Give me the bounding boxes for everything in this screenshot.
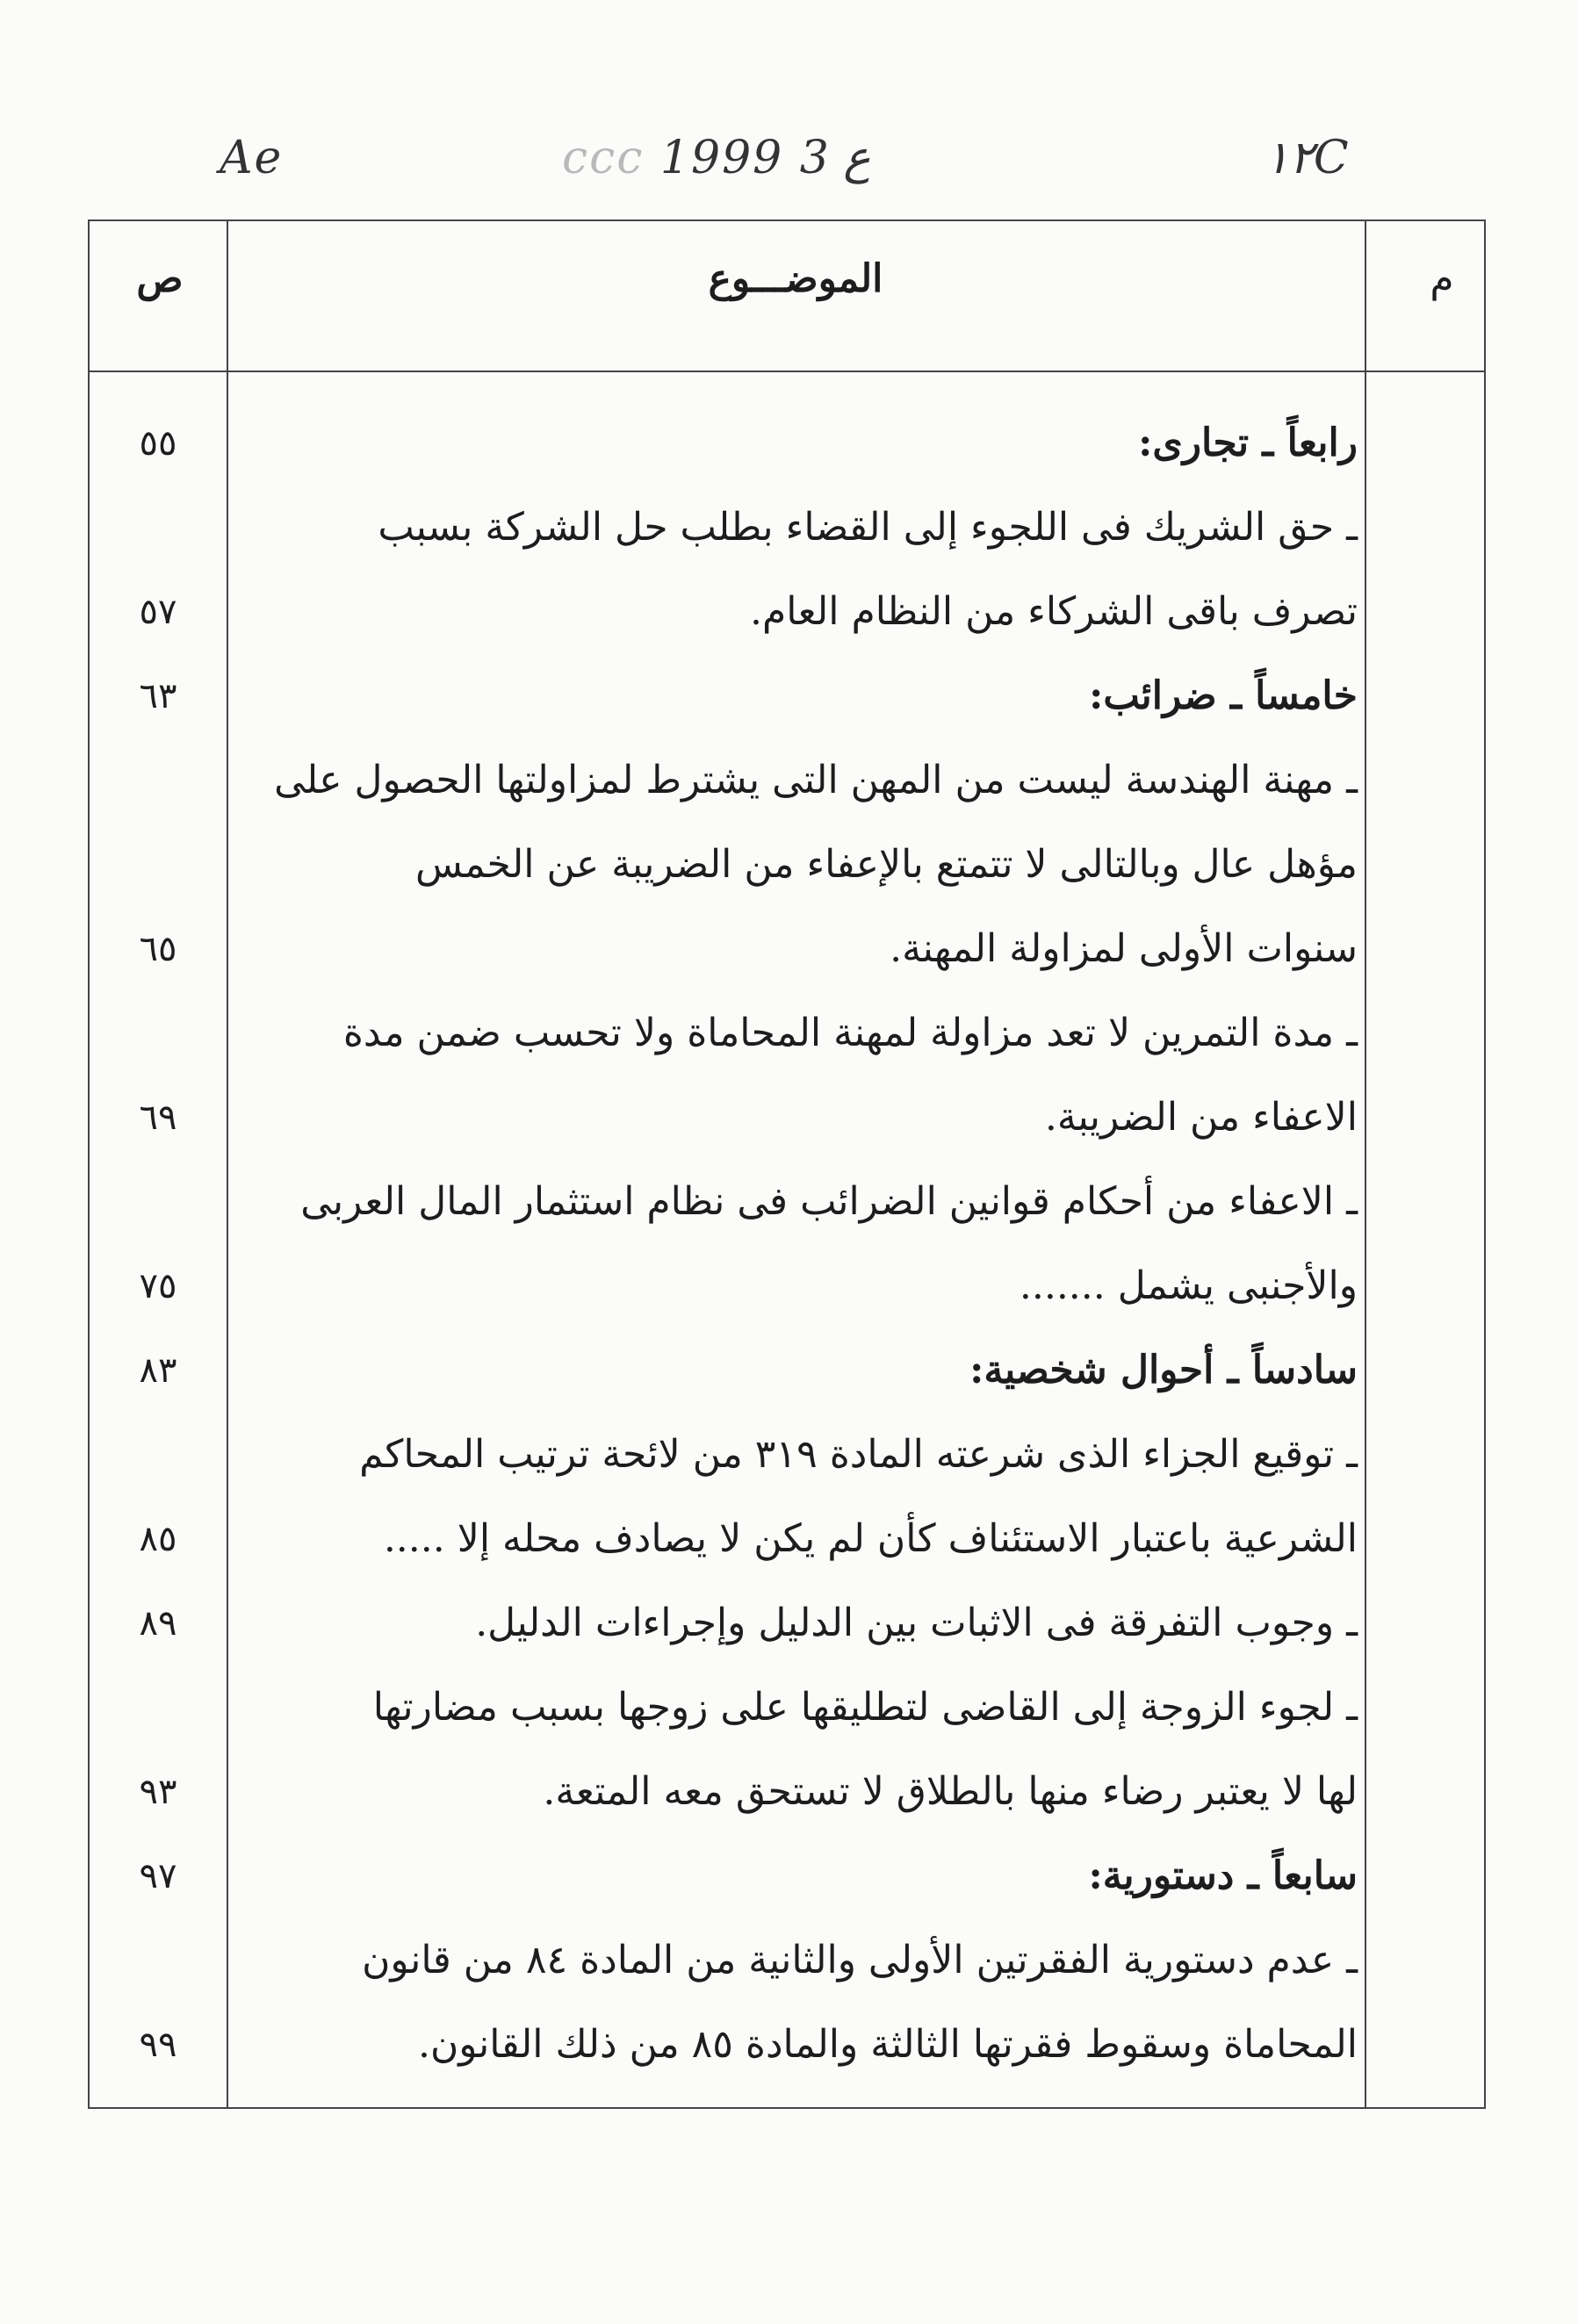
section-heading-text: رابعاً ـ تجارى:: [1138, 421, 1358, 465]
page-number: ٧٥: [139, 1266, 177, 1306]
page-number: ٥٥: [139, 423, 177, 464]
page-number: ٩٣: [139, 1772, 177, 1812]
entry-text: تصرف باقى الشركاء من النظام العام.: [750, 589, 1358, 634]
toc-entry-row: [90, 1244, 1488, 1328]
entry-text: المحاماة وسقوط فقرتها الثالثة والمادة ٨٥ من ذلك القانون.: [417, 2022, 1358, 2067]
toc-entry-row: [90, 1666, 1488, 1750]
toc-entry-row: [90, 823, 1488, 907]
handwritten-faint-mark: ccc: [562, 132, 645, 184]
toc-entry-row: [90, 907, 1488, 991]
entry-text: الشرعية باعتبار الاستئناف كأن لم يكن لا يصادف محله إلا .....: [383, 1516, 1358, 1561]
page-number: ٥٧: [139, 592, 177, 632]
section-heading-text: خامساً ـ ضرائب:: [1089, 673, 1358, 718]
handwritten-year: 1999 ع 3: [659, 132, 871, 184]
page-number: ٨٩: [139, 1603, 177, 1644]
section-heading-row: [90, 654, 1488, 738]
toc-entry-row: [90, 738, 1488, 823]
page-number: ٩٩: [139, 2025, 177, 2065]
page-number: ٦٥: [139, 929, 177, 969]
toc-entry-row: [90, 1581, 1488, 1666]
entry-text: الاعفاء من الضريبة.: [1044, 1095, 1358, 1140]
header-page-column: ص: [136, 256, 184, 301]
toc-entry-row: [90, 1750, 1488, 1834]
table-of-contents: [88, 219, 1486, 2109]
entry-text: ـ مدة التمرين لا تعد مزاولة لمهنة المحاماة ولا تحسب ضمن مدة: [342, 1011, 1358, 1055]
header-number-column: م: [1430, 256, 1454, 301]
entry-text: ـ لجوء الزوجة إلى القاضى لتطليقها على زوجها بسبب مضارتها: [372, 1685, 1358, 1730]
header-divider: [90, 371, 1484, 372]
toc-entry-row: [90, 486, 1488, 570]
entry-text: ـ الاعفاء من أحكام قوانين الضرائب فى نظام استثمار المال العربى: [300, 1179, 1358, 1224]
toc-entry-row: [90, 1076, 1488, 1160]
handwritten-note-right: ١٢C: [1265, 132, 1351, 184]
page-number: ٦٩: [139, 1097, 177, 1138]
page-number: ٨٣: [139, 1350, 177, 1391]
toc-entry-row: [90, 1918, 1488, 2003]
section-heading-row: [90, 1834, 1488, 1918]
header-topic-column: الموضـــوع: [708, 256, 883, 301]
toc-entry-row: [90, 570, 1488, 654]
entry-text: ـ عدم دستورية الفقرتين الأولى والثانية من المادة ٨٤ من قانون: [362, 1938, 1358, 1982]
entry-text: ـ حق الشريك فى اللجوء إلى القضاء بطلب حل الشركة بسبب: [378, 505, 1358, 550]
entry-text: ـ مهنة الهندسة ليست من المهن التى يشترط لمزاولتها الحصول على: [274, 758, 1358, 802]
toc-entry-row: [90, 991, 1488, 1076]
handwritten-note-middle: [562, 132, 870, 184]
toc-entry-row: [90, 2003, 1488, 2087]
entry-text: سنوات الأولى لمزاولة المهنة.: [890, 926, 1358, 971]
toc-entry-row: [90, 1160, 1488, 1244]
entry-text: والأجنبى يشمل .......: [1019, 1263, 1358, 1308]
section-heading-text: سادساً ـ أحوال شخصية:: [969, 1348, 1358, 1392]
section-heading-text: سابعاً ـ دستورية:: [1088, 1853, 1358, 1898]
toc-entry-row: [90, 1497, 1488, 1581]
section-heading-row: [90, 1328, 1488, 1413]
entry-text: مؤهل عال وبالتالى لا تتمتع بالإعفاء من الضريبة عن الخمس: [414, 842, 1358, 887]
entry-text: لها لا يعتبر رضاء منها بالطلاق لا تستحق معه المتعة.: [543, 1769, 1358, 1814]
handwritten-note-left: Ae: [220, 132, 284, 184]
entry-text: ـ توقيع الجزاء الذى شرعته المادة ٣١٩ من لائحة ترتيب المحاكم: [359, 1432, 1358, 1477]
toc-entry-row: [90, 1413, 1488, 1497]
entry-text: ـ وجوب التفرقة فى الاثبات بين الدليل وإجراءات الدليل.: [475, 1601, 1358, 1645]
page-number: ٨٥: [139, 1519, 177, 1559]
page-number: ٩٧: [139, 1856, 177, 1896]
section-heading-row: [90, 401, 1488, 486]
page-number: ٦٣: [139, 676, 177, 716]
